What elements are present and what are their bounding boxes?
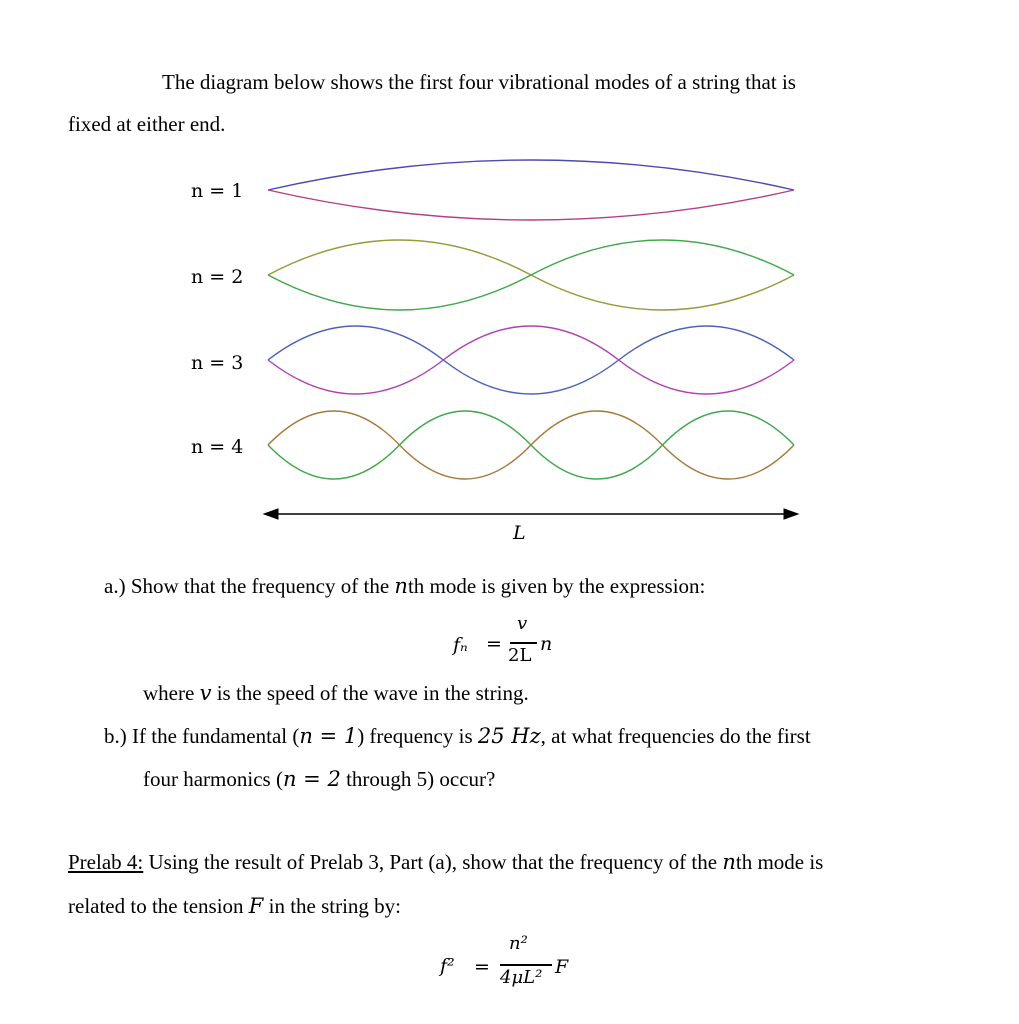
formula-b-equals: =	[474, 956, 490, 978]
length-arrow	[264, 509, 798, 519]
prelab-line-2: related to the tension F in the string by:	[68, 894, 402, 918]
mode-3-curve-b	[268, 326, 794, 394]
part-a-where-text: where v is the speed of the wave in the string.	[143, 681, 529, 705]
mode-label-2: n = 2	[191, 266, 244, 288]
prelab-line-1: Prelab 4: Using the result of Prelab 3, Part (a), show that the frequency of the nth mode is	[68, 850, 824, 874]
formula-b-numerator: n²	[509, 933, 528, 954]
formula-a-fraction-bar	[510, 642, 537, 644]
formula-a-numerator: v	[517, 613, 528, 634]
intro-line-2: fixed at either end.	[68, 112, 226, 136]
part-a-question: a.) Show that the frequency of the nth mode is given by the expression:	[104, 574, 706, 598]
formula-b-lhs: f²	[440, 955, 455, 977]
formula-b-fraction-bar	[500, 964, 552, 966]
length-label: L	[513, 522, 526, 544]
mode-1-upper-curve	[268, 160, 794, 190]
mode-label-1: n = 1	[191, 180, 244, 202]
mode-label-4: n = 4	[191, 436, 244, 458]
mode-4-curve-b	[268, 411, 794, 479]
formula-a-equals: =	[486, 633, 502, 655]
prelab-label: Prelab 4:	[68, 850, 144, 874]
arrowhead-right	[784, 509, 798, 519]
formula-a-factor: n	[540, 633, 553, 655]
part-b-line-1: b.) If the fundamental (n = 1) frequency is 25 Hz, at what frequencies do the first	[104, 724, 811, 748]
formula-b-denominator: 4μL²	[500, 967, 543, 988]
mode-3-curve-a	[268, 326, 794, 394]
mode-1-lower-curve	[268, 190, 794, 220]
part-b-line-2: four harmonics (n = 2 through 5) occur?	[143, 767, 496, 791]
intro-line-1: The diagram below shows the first four vibrational modes of a string that is	[162, 70, 796, 94]
formula-a-lhs: fₙ	[453, 634, 468, 656]
formula-a-denominator: 2L	[508, 645, 532, 666]
arrowhead-left	[264, 509, 278, 519]
formula-b-factor: F	[555, 956, 569, 978]
mode-2-curve-b	[268, 240, 794, 310]
mode-label-3: n = 3	[191, 352, 244, 374]
